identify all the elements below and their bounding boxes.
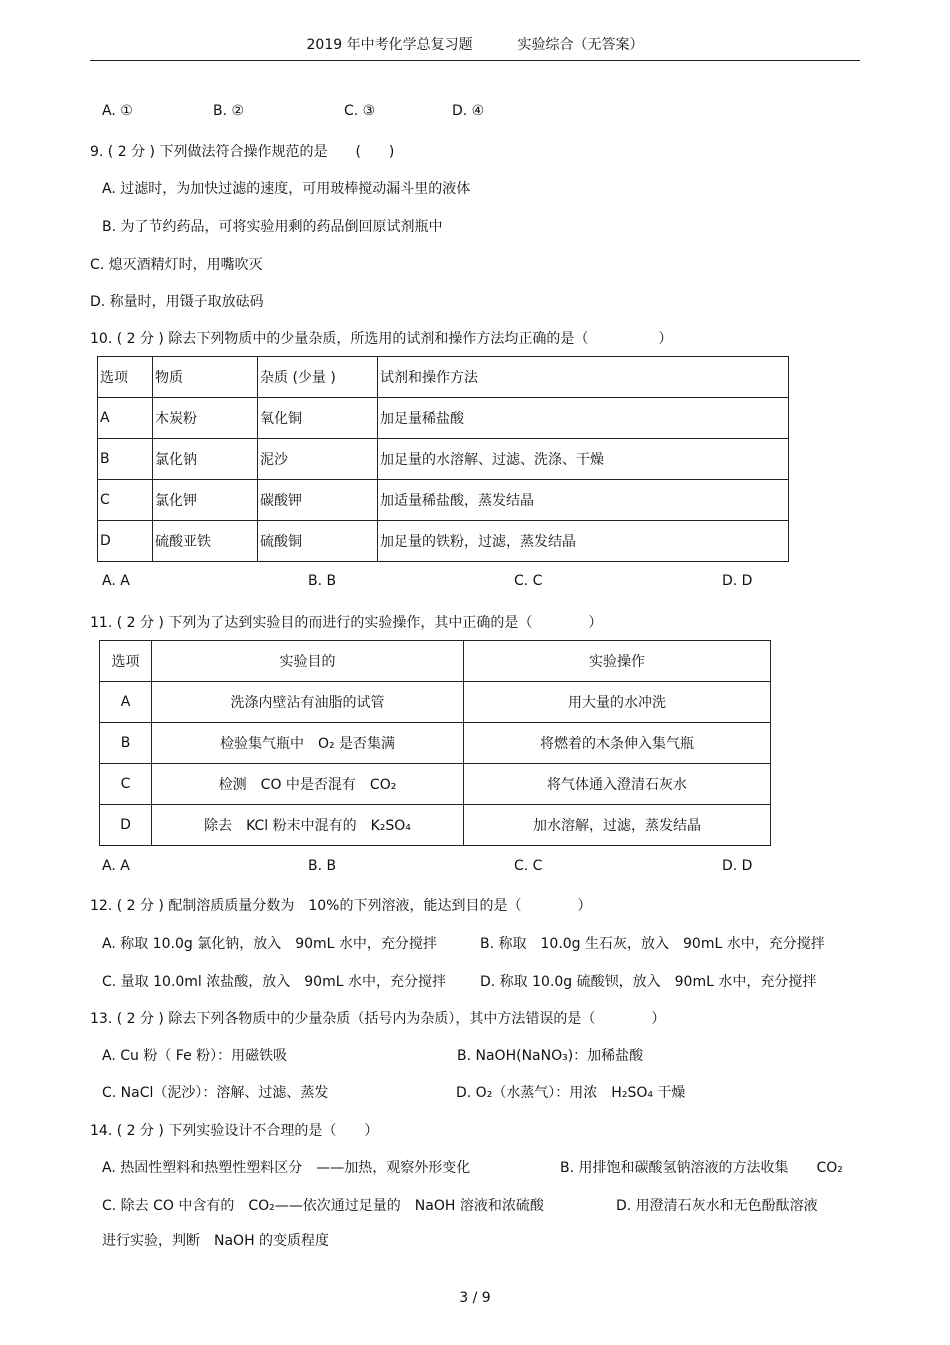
table-cell: 检测 CO 中是否混有 CO₂ (152, 764, 464, 805)
q8-option-c: C. ③ (344, 103, 376, 119)
q10-stem: 10. ( 2 分 ) 除去下列物质中的少量杂质，所选用的试剂和操作方法均正确的是（ ） (90, 331, 673, 347)
q14-option-b: B. 用排饱和碳酸氢钠溶液的方法收集 CO₂ (560, 1160, 843, 1176)
table-row (98, 480, 789, 521)
table-cell: B (98, 439, 153, 480)
q9-stem: 9. ( 2 分 ) 下列做法符合操作规范的是 ( ) (90, 144, 395, 160)
table-cell: 物质 (153, 357, 258, 398)
table-header-row (98, 357, 789, 398)
header-rule (90, 60, 860, 61)
table-cell: 泥沙 (258, 439, 378, 480)
table-cell: 试剂和操作方法 (378, 357, 789, 398)
q13-option-d: D. O₂（水蒸气）：用浓 H₂SO₄ 干燥 (456, 1085, 686, 1101)
q14-option-a: A. 热固性塑料和热塑性塑料区分 ——加热，观察外形变化 (102, 1160, 471, 1176)
table-cell: 加足量稀盐酸 (378, 398, 789, 439)
q8-option-b: B. ② (213, 103, 245, 119)
q11-stem: 11. ( 2 分 ) 下列为了达到实验目的而进行的实验操作，其中正确的是（ ） (90, 615, 603, 631)
table-cell: 氯化钠 (153, 439, 258, 480)
q10-table (97, 356, 789, 562)
table-cell: 洗涤内壁沾有油脂的试管 (152, 682, 464, 723)
table-cell: 加水溶解，过滤，蒸发结晶 (464, 805, 771, 846)
q11-option-d: D. D (722, 858, 753, 874)
q9-option-a: A. 过滤时，为加快过滤的速度，可用玻棒搅动漏斗里的液体 (102, 181, 471, 197)
q14-stem: 14. ( 2 分 ) 下列实验设计不合理的是（ ） (90, 1123, 379, 1139)
q9-option-b: B. 为了节约药品，可将实验用剩的药品倒回原试剂瓶中 (102, 219, 443, 235)
q14-option-d-continued: 进行实验，判断 NaOH 的变质程度 (102, 1233, 330, 1249)
table-cell: 木炭粉 (153, 398, 258, 439)
q13-stem: 13. ( 2 分 ) 除去下列各物质中的少量杂质（括号内为杂质），其中方法错误的是（ ） (90, 1011, 666, 1027)
q11-table (99, 640, 771, 846)
table-cell: 检验集气瓶中 O₂ 是否集满 (152, 723, 464, 764)
q8-option-a: A. ① (102, 103, 133, 119)
q10-option-c: C. C (514, 573, 543, 589)
q14-option-c: C. 除去 CO 中含有的 CO₂——依次通过足量的 NaOH 溶液和浓硫酸 (102, 1198, 544, 1214)
q10-option-b: B. B (308, 573, 337, 589)
q12-option-a: A. 称取 10.0g 氯化钠，放入 90mL 水中，充分搅拌 (102, 936, 437, 952)
table-row (100, 723, 771, 764)
table-cell: C (98, 480, 153, 521)
table-cell: A (100, 682, 152, 723)
q11-option-b: B. B (308, 858, 337, 874)
header-subtitle: 实验综合（无答案） (517, 37, 644, 53)
table-cell: D (100, 805, 152, 846)
q13-option-b: B. NaOH(NaNO₃)：加稀盐酸 (457, 1048, 644, 1064)
q13-option-a: A. Cu 粉（ Fe 粉）：用磁铁吸 (102, 1048, 288, 1064)
q10-option-d: D. D (722, 573, 753, 589)
q11-option-a: A. A (102, 858, 130, 874)
table-cell: 选项 (100, 641, 152, 682)
table-cell: 加适量稀盐酸，蒸发结晶 (378, 480, 789, 521)
table-header-row (100, 641, 771, 682)
q14-option-d: D. 用澄清石灰水和无色酚酞溶液 (616, 1198, 818, 1214)
table-row (98, 439, 789, 480)
table-cell: 氧化铜 (258, 398, 378, 439)
table-row (98, 398, 789, 439)
table-row (100, 805, 771, 846)
header-title: 2019 年中考化学总复习题 (306, 37, 473, 53)
q12-option-d: D. 称取 10.0g 硫酸钡，放入 90mL 水中，充分搅拌 (480, 974, 817, 990)
table-cell: 碳酸钾 (258, 480, 378, 521)
q8-option-d: D. ④ (452, 103, 485, 119)
table-cell: 除去 KCl 粉末中混有的 K₂SO₄ (152, 805, 464, 846)
table-row (98, 521, 789, 562)
page-number: 3 / 9 (459, 1290, 491, 1306)
q11-option-c: C. C (514, 858, 543, 874)
table-cell: 实验操作 (464, 641, 771, 682)
table-cell: 氯化钾 (153, 480, 258, 521)
table-cell: 杂质 (少量 ) (258, 357, 378, 398)
table-cell: C (100, 764, 152, 805)
table-cell: 实验目的 (152, 641, 464, 682)
table-cell: A (98, 398, 153, 439)
table-cell: 选项 (98, 357, 153, 398)
table-cell: 加足量的水溶解、过滤、洗涤、干燥 (378, 439, 789, 480)
table-row (100, 682, 771, 723)
table-row (100, 764, 771, 805)
table-cell: 将气体通入澄清石灰水 (464, 764, 771, 805)
q12-option-b: B. 称取 10.0g 生石灰，放入 90mL 水中，充分搅拌 (480, 936, 825, 952)
table-cell: B (100, 723, 152, 764)
table-cell: 加足量的铁粉，过滤，蒸发结晶 (378, 521, 789, 562)
table-cell: 将燃着的木条伸入集气瓶 (464, 723, 771, 764)
q13-option-c: C. NaCl（泥沙）：溶解、过滤、蒸发 (102, 1085, 329, 1101)
table-cell: 用大量的水冲洗 (464, 682, 771, 723)
q9-option-d: D. 称量时，用镊子取放砝码 (90, 294, 264, 310)
page-header (0, 34, 950, 54)
q12-stem: 12. ( 2 分 ) 配制溶质质量分数为 10%的下列溶液，能达到目的是（ ） (90, 898, 592, 914)
table-cell: 硫酸铜 (258, 521, 378, 562)
table-cell: D (98, 521, 153, 562)
q12-option-c: C. 量取 10.0ml 浓盐酸，放入 90mL 水中，充分搅拌 (102, 974, 446, 990)
q9-option-c: C. 熄灭酒精灯时，用嘴吹灭 (90, 257, 263, 273)
table-cell: 硫酸亚铁 (153, 521, 258, 562)
q10-option-a: A. A (102, 573, 130, 589)
